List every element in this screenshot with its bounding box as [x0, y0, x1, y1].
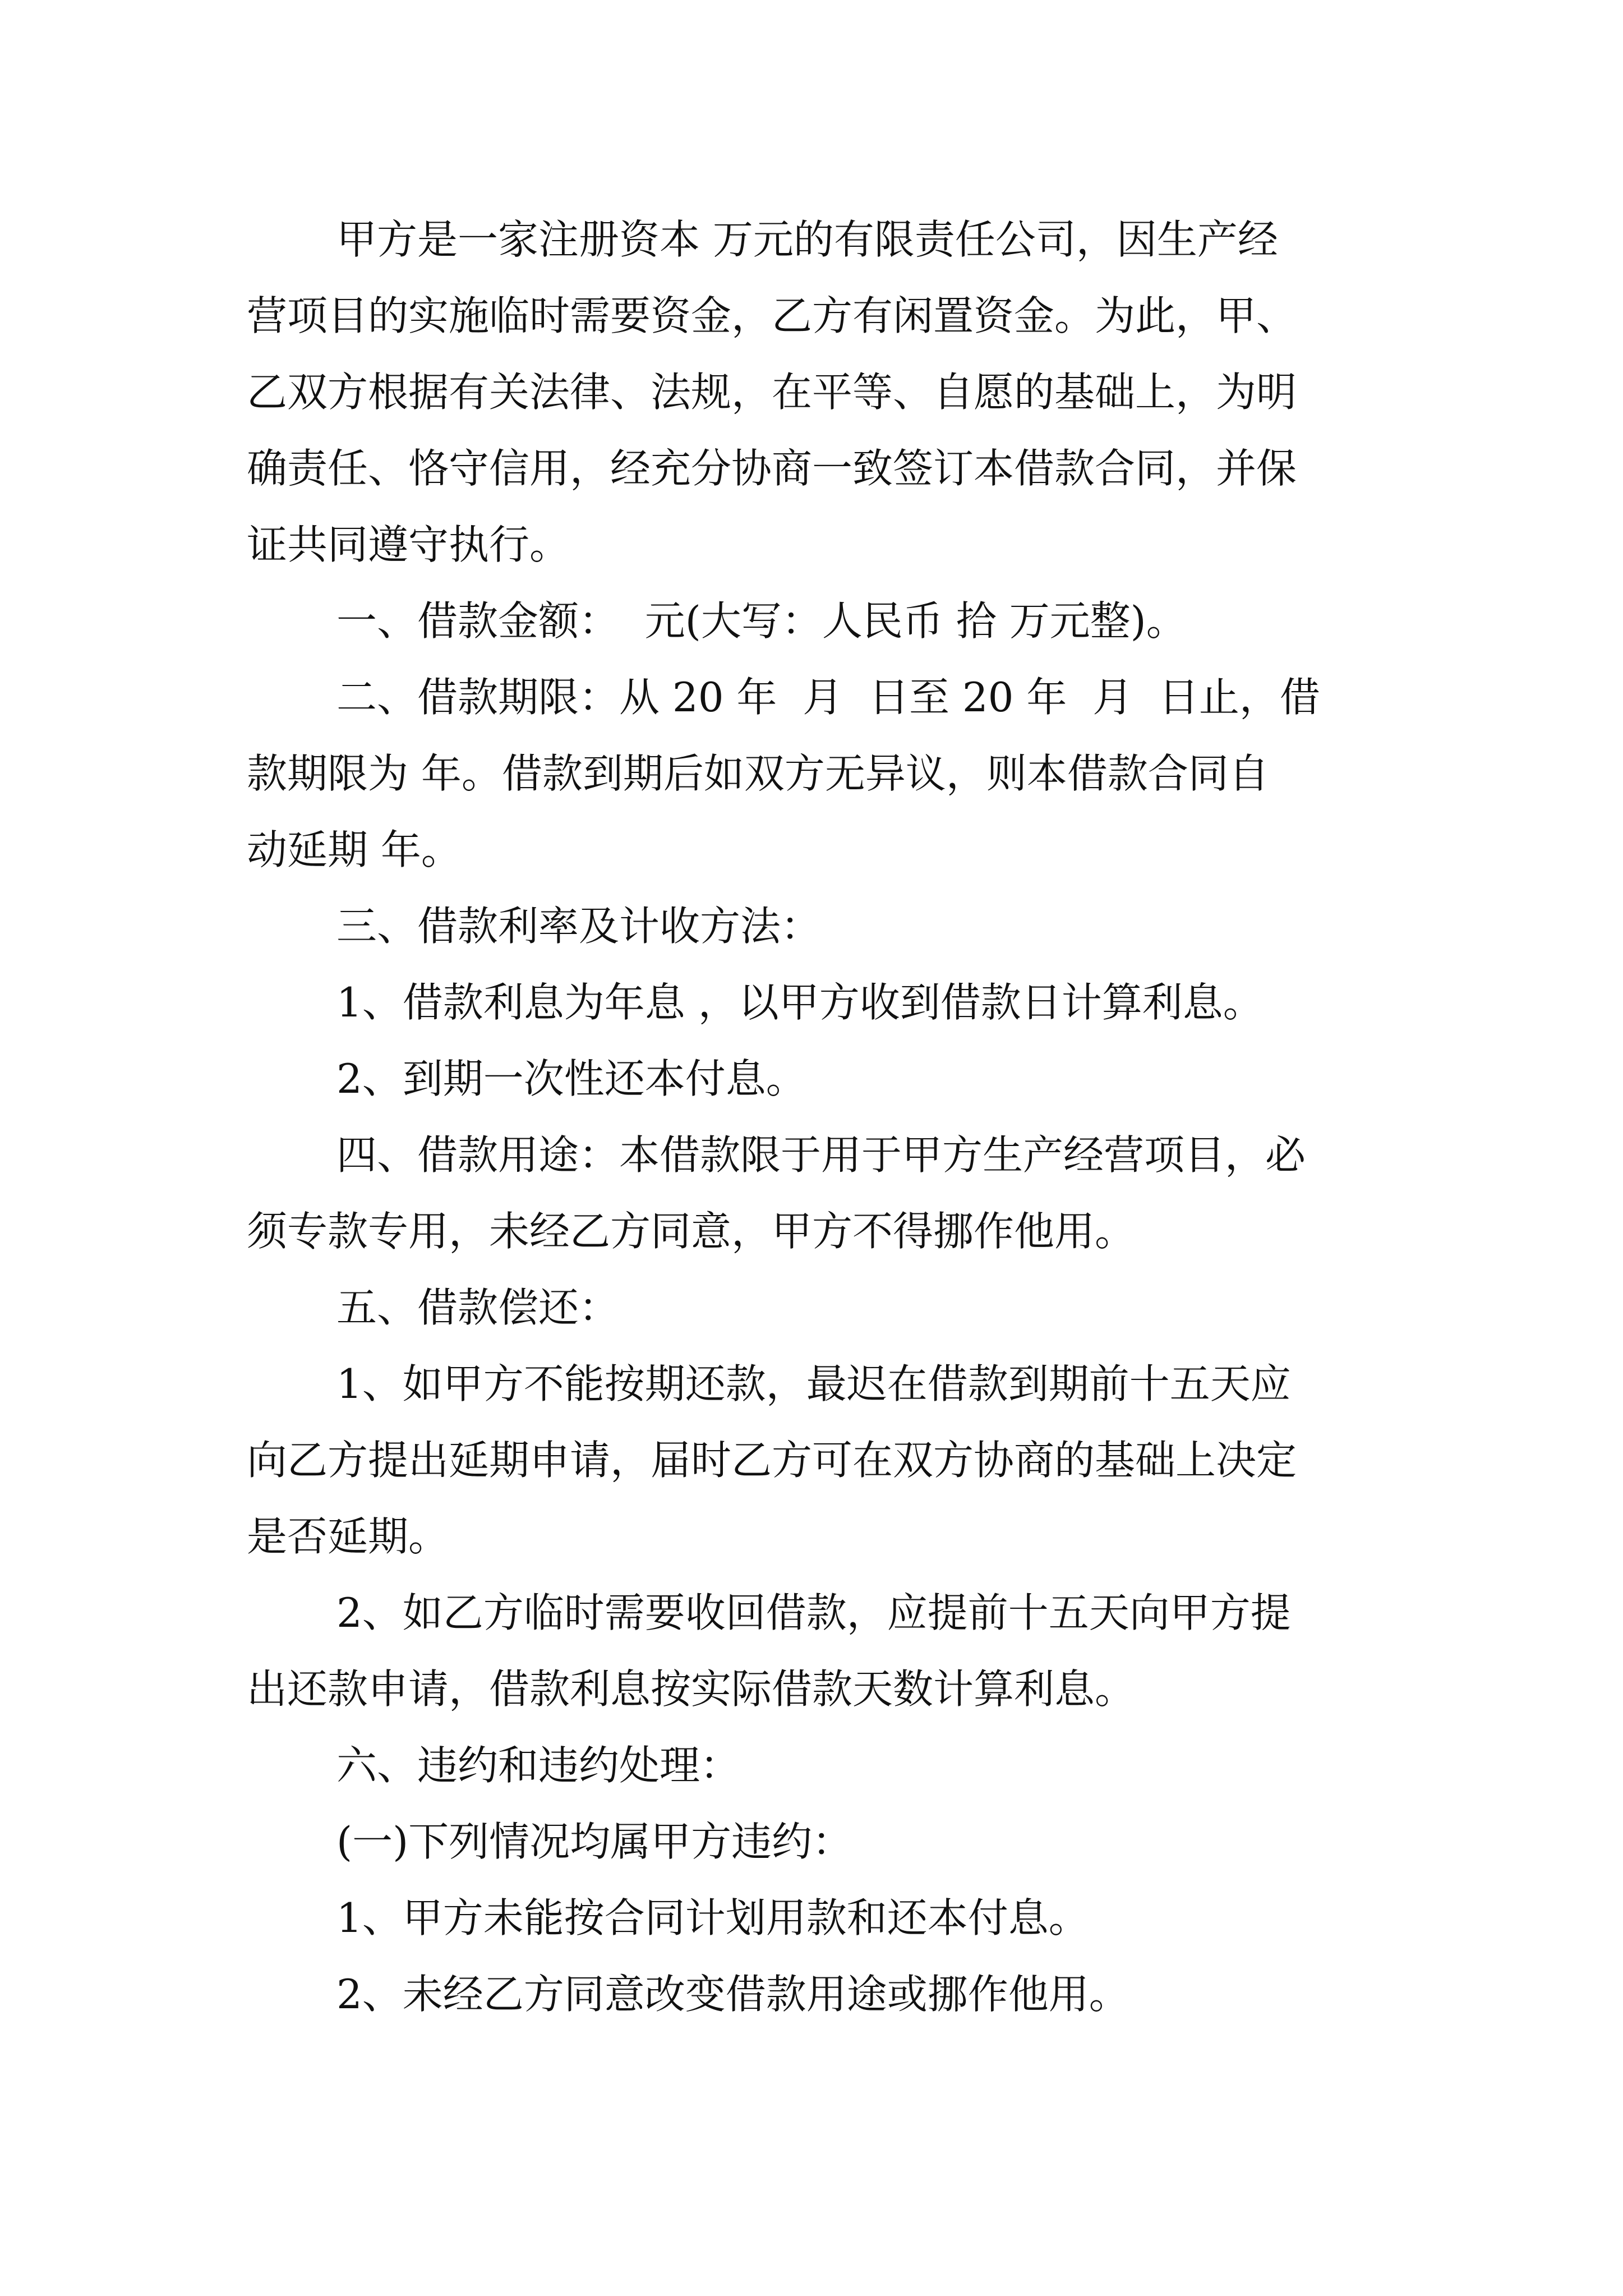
text-line: 出还款申请，借款利息按实际借款天数计算利息。: [247, 1665, 1136, 1713]
text-line: 动延期 年。: [247, 826, 462, 873]
text-line: 二、借款期限：从 20 年 月 日至 20 年 月 日止，借: [336, 674, 1320, 721]
text-line: 确责任、恪守信用，经充分协商一致签订本借款合同，并保: [247, 445, 1297, 492]
text-line: 是否延期。: [247, 1513, 449, 1560]
text-line: 须专款专用，未经乙方同意，甲方不得挪作他用。: [247, 1208, 1136, 1255]
text-line: 三、借款利率及计收方法：: [336, 903, 822, 950]
text-line: 证共同遵守执行。: [247, 521, 570, 568]
text-line: 乙双方根据有关法律、法规，在平等、自愿的基础上，为明: [247, 369, 1297, 416]
text-line: 营项目的实施临时需要资金，乙方有闲置资金。为此，甲、: [247, 292, 1297, 339]
text-line: 1、借款利息为年息 ，以甲方收到借款日计算利息。: [336, 979, 1264, 1026]
text-line: 四、借款用途：本借款限于用于甲方生产经营项目，必: [336, 1131, 1306, 1179]
text-line: 1、甲方未能按合同计划用款和还本付息。: [336, 1894, 1089, 1941]
text-line: (一)下列情况均属甲方违约：: [336, 1818, 853, 1865]
text-line: 甲方是一家注册资本 万元的有限责任公司，因生产经: [336, 216, 1278, 263]
text-line: 2、如乙方临时需要收回借款，应提前十五天向甲方提: [336, 1589, 1291, 1636]
text-line: 款期限为 年。借款到期后如双方无异议，则本借款合同自: [247, 750, 1269, 797]
text-line: 五、借款偿还：: [336, 1284, 620, 1331]
text-line: 2、到期一次性还本付息。: [336, 1055, 806, 1102]
text-line: 向乙方提出延期申请，届时乙方可在双方协商的基础上决定: [247, 1437, 1297, 1484]
text-line: 六、违约和违约处理：: [336, 1742, 741, 1789]
text-line: 一、借款金额： 元(大写：人民币 拾 万元整)。: [336, 597, 1187, 645]
text-line: 2、未经乙方同意改变借款用途或挪作他用。: [336, 1971, 1129, 2018]
text-line: 1、如甲方不能按期还款，最迟在借款到期前十五天应: [336, 1360, 1291, 1407]
